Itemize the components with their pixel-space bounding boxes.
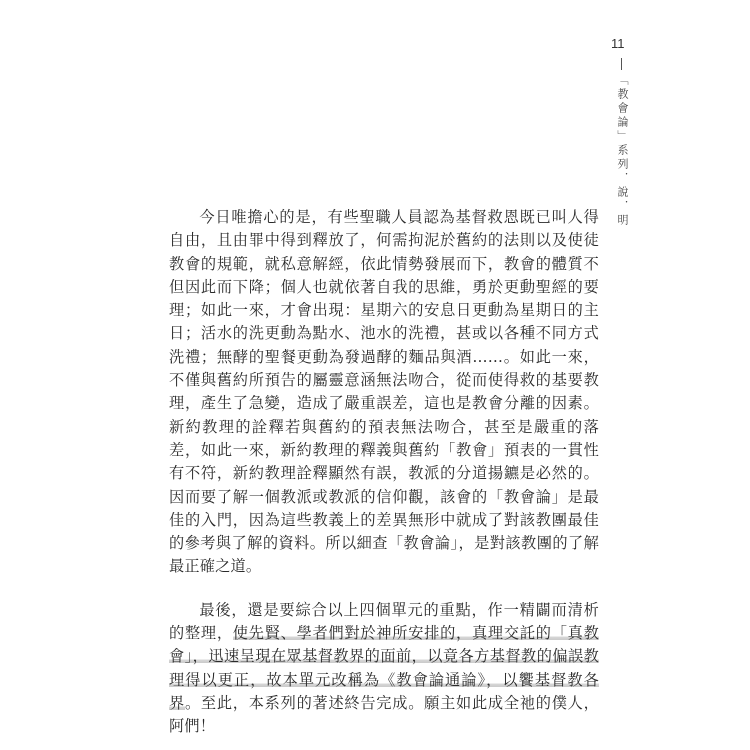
paragraph-2-end: 。至此，本系列的著述終告完成。願主如此成全祂的僕人，阿們！ [169, 693, 600, 736]
page-number: 11 [611, 36, 625, 51]
paragraph-2 [169, 599, 599, 739]
series-divider [621, 58, 622, 70]
body-text [169, 206, 599, 739]
series-title: 「教會論」系列．說．明 [616, 74, 629, 228]
paragraph-2-start: 最後，還是要綜合以上四個單元的重點，作一精闢而清析的整理， [169, 600, 599, 643]
paragraph-1: 今日唯擔心的是，有些聖職人員認為基督救恩既已叫人得自由，且由罪中得到釋放了，何需拘泥於舊約的法則以及使徒教會的規範，就私意解經，依此情勢發展而下，教會的體質不但因此而下降；個人也就依著自我的思維，勇於更動聖經的要理；如此一來，才會出現：星期六的安息日更動為星期日的主日；活水的洗更動為點水、池水的洗禮，甚或以各種不同方式洗禮；無酵的聖餐更動為發過酵的麵品與酒……。如此一來，不僅與舊約所預告的屬靈意涵無法吻合，從而使得救的基要教理，產生了急變，造成了嚴重誤差，這也是教會分離的因素。新約教理的詮釋若與舊約的預表無法吻合，甚至是嚴重的落差，如此一來，新約教理的釋義與舊約「教會」預表的一貫性有不符，新約教理詮釋顯然有誤，教派的分道揚鑣是必然的。因而要了解一個教派或教派的信仰觀，該會的「教會論」是最佳的入門，因為這些教義上的差異無形中就成了對該教團最佳的參考與了解的資料。所以細查「教會論」，是對該教團的了解最正確之道。 [169, 208, 599, 576]
highlighted-passage: 使先賢、學者們對於神所安排的，真理交託的「真教會」，迅速呈現在眾基督教界的面前，以竟各方基督教的偏誤教理得以更正，故本單元改稱為《教會論通論》，以饗基督教各界 [169, 624, 599, 712]
